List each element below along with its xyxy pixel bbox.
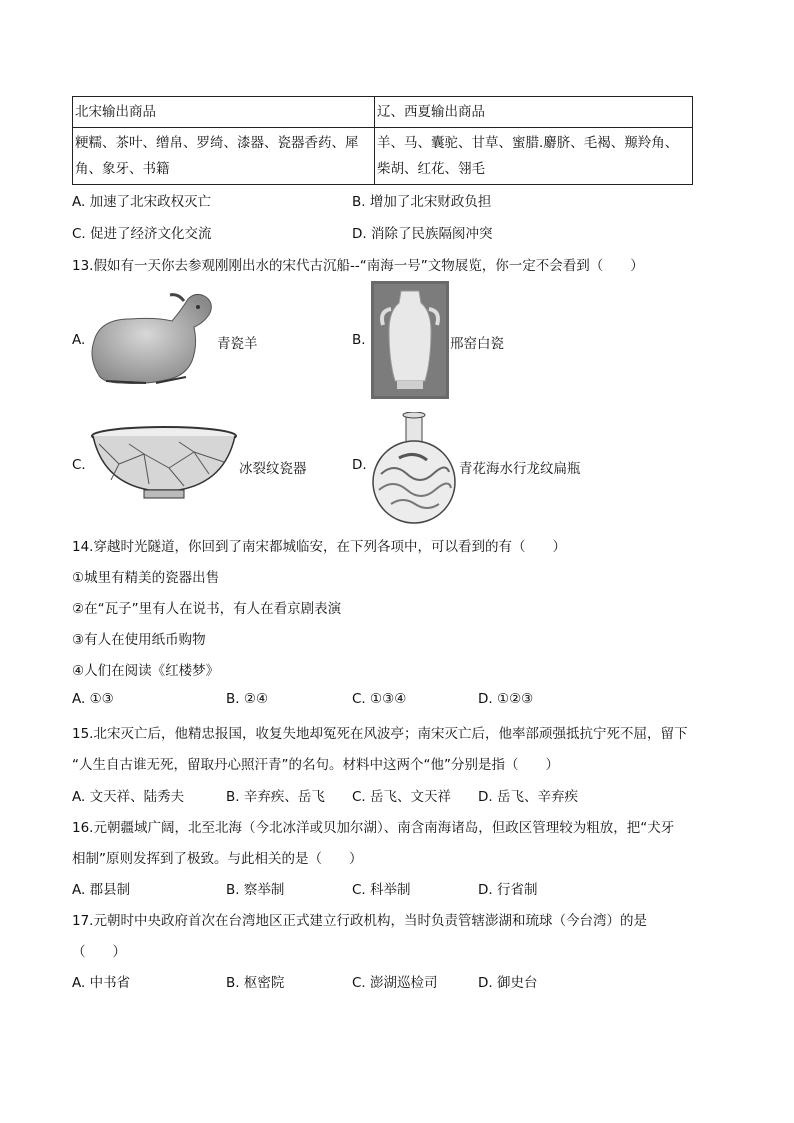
q13-stem: 13.假如有一天你去参观刚刚出水的宋代古沉船--“南海一号”文物展览，你一定不会看到（ ）	[72, 258, 644, 274]
xing-white-porcelain-image	[371, 281, 449, 399]
q17-stem-line1: 17.元朝时中央政府首次在台湾地区正式建立行政机构，当时负责管辖澎湖和琉球（今台湾）的是	[72, 913, 647, 929]
q14-option-d[interactable]: D. ①②③	[478, 691, 534, 707]
q17-option-c[interactable]: C. 澎湖巡检司	[352, 975, 438, 991]
q14-option-c[interactable]: C. ①③④	[352, 691, 407, 707]
q14-item-1: ①城里有精美的瓷器出售	[72, 570, 220, 586]
q16-option-c[interactable]: C. 科举制	[352, 882, 411, 898]
q15-option-b[interactable]: B. 辛弃疾、岳飞	[226, 789, 325, 805]
q12-option-a[interactable]: A. 加速了北宋政权灭亡	[72, 194, 212, 210]
table-cell-song-goods: 粳糯、茶叶、缯帛、罗绮、漆器、瓷器香药、犀角、象牙、书籍	[73, 128, 375, 185]
q17-stem-line2: （ ）	[72, 944, 126, 960]
q14-item-4: ④人们在阅读《红楼梦》	[72, 663, 220, 679]
q17-option-d[interactable]: D. 御史台	[478, 975, 538, 991]
q15-stem-line2: “人生自古谁无死，留取丹心照汗青”的名句。材料中这两个“他”分别是指（ ）	[72, 757, 559, 773]
blue-white-dragon-flask-image	[369, 412, 459, 524]
table-header-song: 北宋输出商品	[73, 97, 375, 128]
q16-option-a[interactable]: A. 郡县制	[72, 882, 131, 898]
trade-goods-table	[72, 96, 693, 185]
celadon-sheep-image	[86, 289, 216, 389]
q14-item-3: ③有人在使用纸币购物	[72, 632, 206, 648]
ice-crackle-bowl-image	[89, 424, 239, 504]
q15-stem-line1: 15.北宋灭亡后，他精忠报国，收复失地却冤死在风波亭；南宋灭亡后，他率部顽强抵抗宁死不屈，留下	[72, 726, 688, 742]
q16-option-b[interactable]: B. 察举制	[226, 882, 285, 898]
q13-option-c-letter[interactable]: C.	[72, 457, 86, 473]
q13-option-d-letter[interactable]: D.	[352, 457, 367, 473]
q14-option-a[interactable]: A. ①③	[72, 691, 114, 707]
q15-option-c[interactable]: C. 岳飞、文天祥	[352, 789, 452, 805]
q12-option-c[interactable]: C. 促进了经济文化交流	[72, 226, 212, 242]
q15-option-a[interactable]: A. 文天祥、陆秀夫	[72, 789, 185, 805]
table-header-liao-xixia: 辽、西夏输出商品	[375, 97, 693, 128]
q16-stem-line1: 16.元朝疆域广阔，北至北海（今北冰洋或贝加尔湖）、南含南海诸岛，但政区管理较为粗放，把“犬牙	[72, 820, 675, 836]
q12-option-b[interactable]: B. 增加了北宋财政负担	[352, 194, 492, 210]
q16-option-d[interactable]: D. 行省制	[478, 882, 538, 898]
q16-stem-line2: 相制”原则发挥到了极致。与此相关的是（ ）	[72, 851, 363, 867]
q12-option-d[interactable]: D. 消除了民族隔阂冲突	[352, 226, 493, 242]
q13-option-b-letter[interactable]: B.	[352, 332, 366, 348]
q13-option-c-label: 冰裂纹瓷器	[239, 461, 307, 477]
q13-option-a-label: 青瓷羊	[217, 336, 258, 352]
q15-option-d[interactable]: D. 岳飞、辛弃疾	[478, 789, 578, 805]
q14-stem: 14.穿越时光隧道，你回到了南宋都城临安，在下列各项中，可以看到的有（ ）	[72, 539, 566, 555]
q14-option-b[interactable]: B. ②④	[226, 691, 269, 707]
q17-option-a[interactable]: A. 中书省	[72, 975, 131, 991]
q13-option-a-letter[interactable]: A.	[72, 332, 86, 348]
q13-option-b-label: 邢窑白瓷	[450, 336, 504, 352]
q14-item-2: ②在“瓦子”里有人在说书，有人在看京剧表演	[72, 601, 342, 617]
q13-option-d-label: 青花海水行龙纹扁瓶	[459, 461, 581, 477]
table-cell-liao-goods: 羊、马、囊驼、甘草、蜜腊.麝脐、毛褐、羱羚角、柴胡、红花、翎毛	[375, 128, 693, 185]
q17-option-b[interactable]: B. 枢密院	[226, 975, 285, 991]
